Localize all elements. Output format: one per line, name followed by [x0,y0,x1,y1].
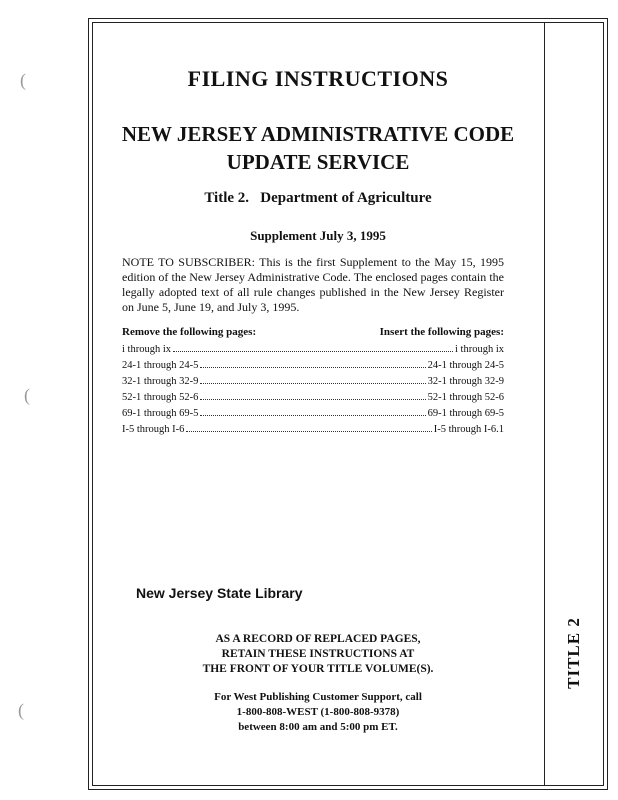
insert-cell: 24-1 through 24-5 [427,360,504,371]
remove-header: Remove the following pages: [122,326,257,338]
library-stamp: New Jersey State Library [136,585,303,601]
binder-hole-mark-bottom: ( [18,700,24,720]
support-line3: between 8:00 am and 5:00 pm ET. [238,721,398,733]
remove-cell: 52-1 through 52-6 [122,392,199,403]
table-row [122,422,504,438]
record-line2: RETAIN THESE INSTRUCTIONS AT [221,648,415,660]
table-headers [122,326,504,338]
table-row [122,342,504,358]
supplement-date: Supplement July 3, 1995 [250,228,386,243]
insert-cell: 52-1 through 52-6 [427,392,504,403]
page-title: FILING INSTRUCTIONS [187,66,449,91]
insert-header: Insert the following pages: [379,326,504,338]
insert-cell: 69-1 through 69-5 [427,408,504,419]
leader-dots [200,367,425,368]
table-row [122,374,504,390]
remove-cell: 32-1 through 32-9 [122,376,199,387]
remove-cell: 69-1 through 69-5 [122,408,199,419]
page-table [122,342,504,438]
remove-cell: i through ix [122,344,171,355]
title-tab [544,598,604,708]
code-heading-line2: UPDATE SERVICE [226,150,410,174]
support-line1: For West Publishing Customer Support, call [214,691,422,703]
table-row [122,390,504,406]
record-line1: AS A RECORD OF REPLACED PAGES, [215,633,421,645]
subscriber-note: NOTE TO SUBSCRIBER: This is the first Supplement to the May 15, 1995 edition of the New Jersey Administrative Code. The enclosed pages contain the legally adopted text of all rule changes published in the New Jersey Register on June 5, June 19, and July 3, 1995. [122,255,504,314]
leader-dots [173,351,453,352]
support-line2: 1-800-808-WEST (1-800-808-9378) [236,706,400,718]
record-line3: THE FRONT OF YOUR TITLE VOLUME(S). [202,663,434,675]
title-subtitle: Title 2. Department of Agriculture [204,190,432,206]
code-heading [92,120,544,176]
leader-dots [200,399,425,400]
leader-dots [200,383,425,384]
record-instructions [92,632,544,677]
support-info [92,690,544,735]
binder-hole-mark-top: ( [20,70,26,90]
title-tab-label: TITLE 2 [564,617,583,689]
binder-hole-mark-middle: ( [24,385,30,405]
leader-dots [186,431,431,432]
leader-dots [200,415,425,416]
table-row [122,406,504,422]
insert-cell: I-5 through I-6.1 [433,424,504,435]
insert-cell: 32-1 through 32-9 [427,376,504,387]
table-row [122,358,504,374]
remove-cell: 24-1 through 24-5 [122,360,199,371]
remove-cell: I-5 through I-6 [122,424,185,435]
insert-cell: i through ix [455,344,504,355]
code-heading-line1: NEW JERSEY ADMINISTRATIVE CODE [121,122,515,146]
